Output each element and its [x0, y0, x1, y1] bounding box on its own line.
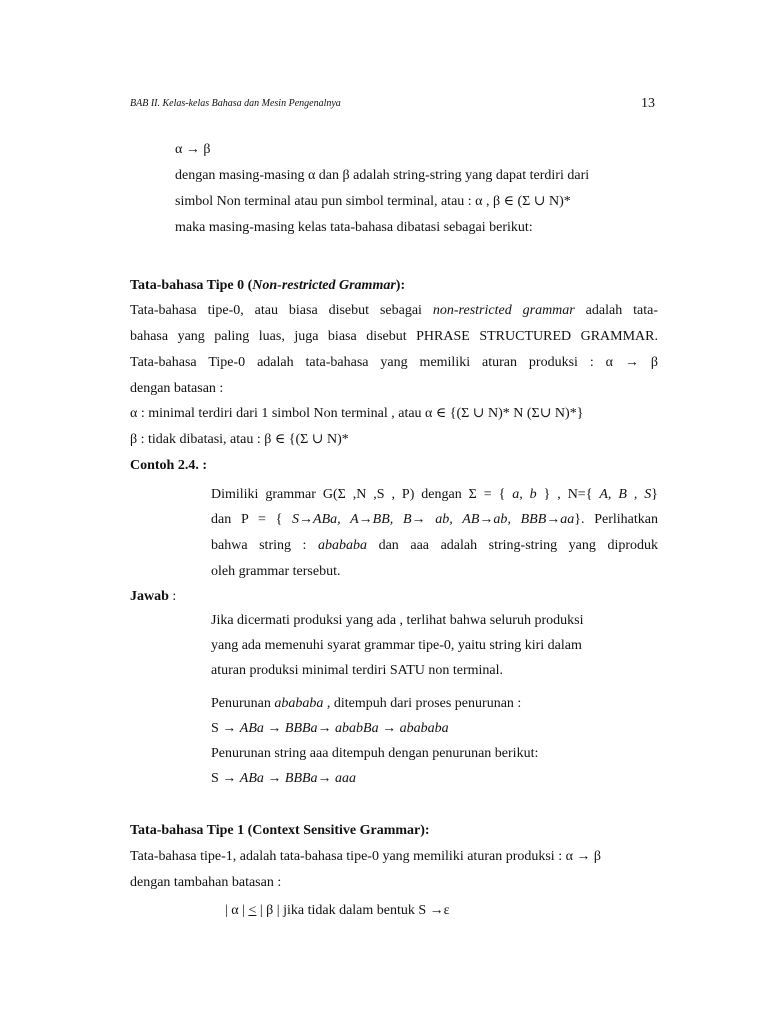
- answer-label: [130, 588, 176, 606]
- constraint-alpha: α : minimal terdiri dari 1 simbol Non terminal , atau α ∈ {(Σ ∪ N)* N (Σ∪ N)*}: [130, 406, 584, 421]
- answer-line: aturan produksi minimal terdiri SATU non terminal.: [211, 663, 504, 678]
- italic-term: A, B , S: [599, 487, 652, 502]
- heading-text: ):: [395, 278, 406, 293]
- page-number: 13: [641, 96, 655, 111]
- paragraph-line: Tata-bahasa Tipe-0 adalah tata-bahasa yang memiliki aturan produksi : α → β: [130, 355, 658, 370]
- derivation-steps: ABa → BBBa→ ababBa → abababa: [239, 721, 449, 736]
- derivation-line: [211, 770, 356, 788]
- paragraph-line: dengan tambahan batasan :: [130, 875, 282, 890]
- text-span: }. Perlihatkan: [574, 512, 658, 527]
- paragraph-line: Tata-bahasa tipe-1, adalah tata-bahasa tipe-0 yang memiliki aturan produksi : α → β: [130, 849, 602, 864]
- derivation-line: [211, 720, 449, 738]
- heading-text: Tata-bahasa Tipe 0 (: [130, 278, 253, 293]
- text-span: } , N={: [536, 487, 600, 502]
- example-line: [211, 486, 658, 504]
- text-span: , ditempuh dari proses penurunan :: [323, 696, 522, 711]
- text-span: Dimiliki grammar G(Σ ,N ,S , P) dengan Σ = {: [211, 487, 513, 502]
- text-span: dan P = {: [211, 512, 293, 527]
- italic-term: non-restricted grammar: [432, 303, 575, 318]
- text-span: }: [651, 487, 659, 502]
- paragraph-line: maka masing-masing kelas tata-bahasa dibatasi sebagai berikut:: [175, 220, 533, 235]
- derivation-steps: ABa → BBBa→ aaa: [239, 771, 357, 786]
- answer-label-text: Jawab: [130, 589, 169, 604]
- heading-italic-text: Non-restricted Grammar: [252, 278, 396, 293]
- italic-term: abababa: [318, 538, 368, 553]
- paragraph-line: dengan masing-masing α dan β adalah string-string yang dapat terdiri dari: [175, 168, 590, 183]
- constraint-beta: β : tidak dibatasi, atau : β ∈ {(Σ ∪ N)*: [130, 432, 349, 447]
- production-rule-formula: α → β: [175, 142, 211, 157]
- italic-term: a, b: [512, 487, 537, 502]
- section-heading-type1: Tata-bahasa Tipe 1 (Context Sensitive Grammar):: [130, 823, 430, 838]
- text-span: | β | jika tidak dalam bentuk S →ε: [256, 903, 450, 918]
- length-constraint: [225, 902, 450, 920]
- text-span: adalah tata-: [574, 303, 659, 318]
- paragraph-line: bahasa yang paling luas, juga biasa disebut PHRASE STRUCTURED GRAMMAR.: [130, 329, 658, 344]
- italic-term: S→ABa, A→BB, B→ ab, AB→ab, BBB→aa: [292, 512, 575, 527]
- text-span: S →: [211, 721, 240, 736]
- text-span: Tata-bahasa tipe-0, atau biasa disebut sebagai: [130, 303, 433, 318]
- text-span: | α |: [225, 903, 249, 918]
- text-span: dan aaa adalah string-string yang diproduk: [367, 538, 658, 553]
- answer-line: Penurunan string aaa ditempuh dengan penurunan berikut:: [211, 746, 539, 761]
- example-line: [211, 537, 658, 555]
- text-span: :: [168, 589, 177, 604]
- text-span: bahwa string :: [211, 538, 319, 553]
- paragraph-line: [130, 302, 658, 320]
- text-span: S →: [211, 771, 240, 786]
- example-line: oleh grammar tersebut.: [211, 564, 341, 579]
- section-heading-type0: [130, 277, 405, 295]
- example-line: [211, 511, 658, 529]
- answer-line: Jika dicermati produksi yang ada , terlihat bahwa seluruh produksi: [211, 613, 584, 628]
- answer-line: [211, 695, 521, 713]
- paragraph-line: dengan batasan :: [130, 381, 224, 396]
- text-span: Penurunan: [211, 696, 275, 711]
- answer-line: yang ada memenuhi syarat grammar tipe-0, yaitu string kiri dalam: [211, 638, 582, 653]
- example-label: Contoh 2.4. :: [130, 458, 208, 473]
- running-header: BAB II. Kelas-kelas Bahasa dan Mesin Pengenalnya: [130, 98, 341, 109]
- less-equal-symbol: <: [248, 903, 257, 918]
- italic-term: abababa: [274, 696, 324, 711]
- paragraph-line: simbol Non terminal atau pun simbol terminal, atau : α , β ∈ (Σ ∪ N)*: [175, 194, 571, 209]
